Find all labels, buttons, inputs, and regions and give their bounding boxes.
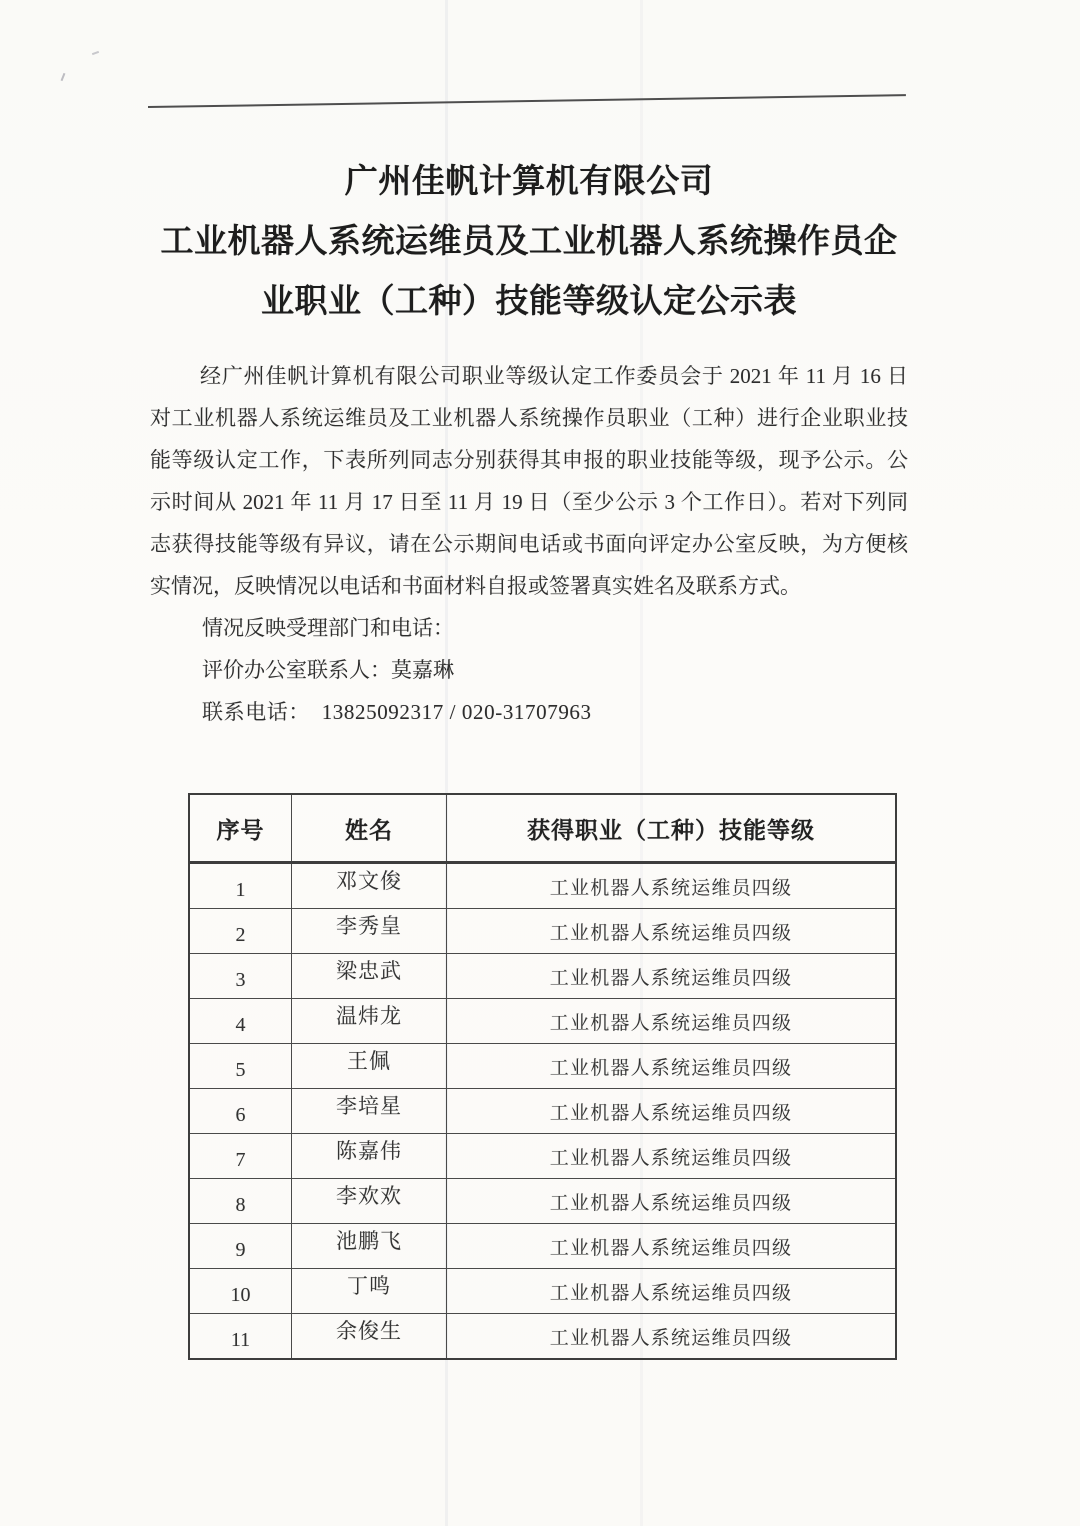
table-row: [189, 909, 896, 954]
certification-table: [188, 793, 897, 1360]
skill-level: 工业机器人系统运维员四级: [549, 1147, 793, 1169]
table-row: [189, 999, 896, 1044]
row-name-cell: [292, 1134, 447, 1179]
row-name-cell: [292, 1179, 447, 1224]
row-number: 7: [235, 1148, 246, 1171]
skill-level: 工业机器人系统运维员四级: [549, 922, 793, 944]
row-number-cell: [189, 1269, 292, 1314]
table-row: [189, 1179, 896, 1224]
row-number-cell: [189, 1044, 292, 1089]
notice-body: [150, 355, 908, 733]
row-number-cell: [189, 954, 292, 999]
row-number: 3: [235, 968, 246, 991]
row-name-cell: [292, 863, 447, 909]
title-line-company: 广州佳帆计算机有限公司: [344, 164, 714, 200]
row-number: 1: [235, 878, 246, 901]
table-row: [189, 863, 896, 909]
person-name: 池鹏飞: [336, 1229, 402, 1253]
row-level-cell: [447, 999, 897, 1044]
skill-level: 工业机器人系统运维员四级: [549, 1237, 793, 1259]
skill-level: 工业机器人系统运维员四级: [549, 1282, 793, 1304]
scan-speck: [61, 73, 66, 81]
row-number-cell: [189, 1179, 292, 1224]
notice-paragraph-line: 能等级认定工作，下表所列同志分别获得其申报的职业技能等级，现予公示。公: [150, 448, 908, 472]
row-name-cell: [292, 1269, 447, 1314]
skill-level: 工业机器人系统运维员四级: [549, 1012, 793, 1034]
row-level-cell: [447, 863, 897, 909]
skill-level: 工业机器人系统运维员四级: [549, 1057, 793, 1079]
row-number: 10: [230, 1283, 251, 1306]
page-header-rule: [148, 94, 906, 108]
skill-level: 工业机器人系统运维员四级: [549, 1192, 793, 1214]
person-name: 邓文俊: [336, 869, 402, 893]
row-name-cell: [292, 1314, 447, 1360]
scan-speck: [92, 51, 99, 55]
row-number: 2: [235, 923, 246, 946]
row-number: 5: [235, 1058, 246, 1081]
notice-paragraph: [150, 355, 908, 607]
row-number-cell: [189, 1224, 292, 1269]
contact-dept-line: 情况反映受理部门和电话：: [202, 616, 454, 640]
row-level-cell: [447, 954, 897, 999]
person-name: 王佩: [347, 1049, 391, 1073]
table-body: [189, 863, 896, 1360]
row-name-cell: [292, 954, 447, 999]
row-number: 6: [235, 1103, 246, 1126]
table-row: [189, 954, 896, 999]
row-name-cell: [292, 1224, 447, 1269]
header-cell-name: 姓名: [292, 794, 447, 863]
person-name: 陈嘉伟: [336, 1139, 402, 1163]
header-cell-serial-no: 序号: [189, 794, 292, 863]
contact-person-line: 评价办公室联系人：莫嘉琳: [202, 658, 454, 682]
notice-paragraph-line: 对工业机器人系统运维员及工业机器人系统操作员职业（工种）进行企业职业技: [150, 406, 908, 430]
table-row: [189, 1224, 896, 1269]
table-row: [189, 1044, 896, 1089]
skill-level: 工业机器人系统运维员四级: [549, 1102, 793, 1124]
person-name: 李培星: [336, 1094, 402, 1118]
notice-paragraph-line: 示时间从 2021 年 11 月 17 日至 11 月 19 日（至少公示 3 个工作日）。若对下列同: [150, 490, 908, 514]
table-row: [189, 1269, 896, 1314]
row-name-cell: [292, 999, 447, 1044]
row-level-cell: [447, 1089, 897, 1134]
row-level-cell: [447, 1314, 897, 1360]
row-level-cell: [447, 909, 897, 954]
title-line-occupation: 工业机器人系统运维员及工业机器人系统操作员企: [160, 224, 898, 260]
row-number: 9: [235, 1238, 246, 1261]
person-name: 李秀皇: [336, 914, 402, 938]
row-number-cell: [189, 863, 292, 909]
row-number-cell: [189, 909, 292, 954]
row-number-cell: [189, 999, 292, 1044]
row-level-cell: [447, 1134, 897, 1179]
row-number: 8: [235, 1193, 246, 1216]
notice-paragraph-line: 实情况，反映情况以电话和书面材料自报或签署真实姓名及联系方式。: [150, 574, 801, 598]
row-number-cell: [189, 1314, 292, 1360]
person-name: 余俊生: [336, 1319, 402, 1343]
skill-level: 工业机器人系统运维员四级: [549, 1327, 793, 1349]
title-line-notice: 业职业（工种）技能等级认定公示表: [261, 284, 797, 320]
notice-paragraph-line: 志获得技能等级有异议，请在公示期间电话或书面向评定办公室反映，为方便核: [150, 532, 908, 556]
table-row: [189, 1314, 896, 1360]
row-number-cell: [189, 1134, 292, 1179]
row-name-cell: [292, 1044, 447, 1089]
skill-level: 工业机器人系统运维员四级: [549, 967, 793, 989]
row-name-cell: [292, 1089, 447, 1134]
row-name-cell: [292, 909, 447, 954]
row-level-cell: [447, 1044, 897, 1089]
person-name: 丁鸣: [347, 1274, 391, 1298]
person-name: 李欢欢: [336, 1184, 402, 1208]
skill-level: 工业机器人系统运维员四级: [549, 877, 793, 899]
row-level-cell: [447, 1269, 897, 1314]
table-header-row: [189, 794, 896, 863]
row-number: 4: [235, 1013, 246, 1036]
row-number-cell: [189, 1089, 292, 1134]
table-row: [189, 1134, 896, 1179]
row-number: 11: [230, 1328, 251, 1351]
document-title: [150, 152, 908, 332]
header-cell-skill-level: 获得职业（工种）技能等级: [447, 794, 897, 863]
row-level-cell: [447, 1179, 897, 1224]
row-level-cell: [447, 1224, 897, 1269]
contact-phone-line: 联系电话： 13825092317 / 020-31707963: [202, 700, 592, 724]
table-row: [189, 1089, 896, 1134]
notice-paragraph-line: 经广州佳帆计算机有限公司职业等级认定工作委员会于 2021 年 11 月 16 日: [200, 364, 908, 388]
person-name: 梁忠武: [336, 959, 402, 983]
person-name: 温炜龙: [336, 1004, 402, 1028]
